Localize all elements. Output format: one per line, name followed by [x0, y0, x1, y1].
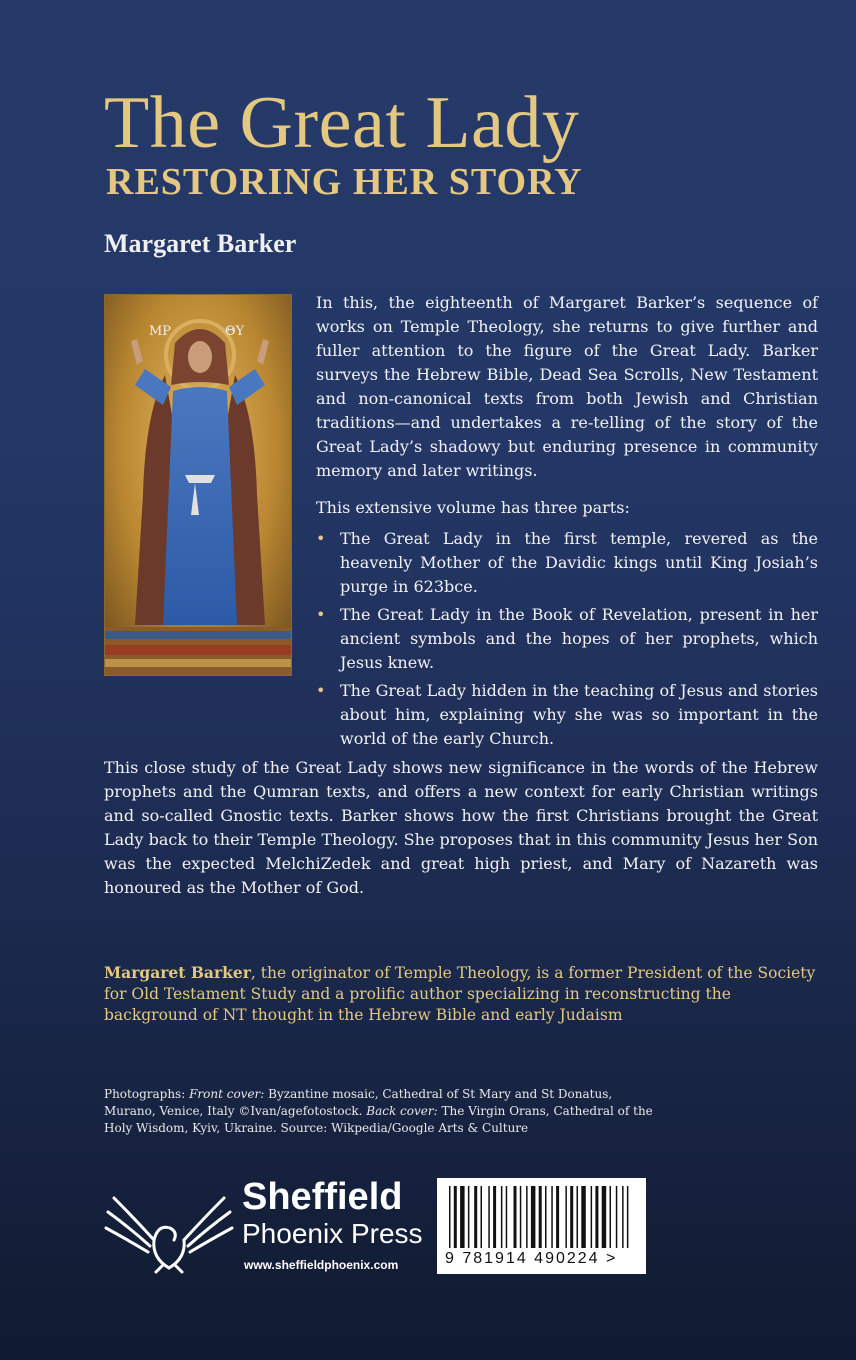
- photo-credits: [104, 1086, 664, 1137]
- blurb-closing: This close study of the Great Lady shows new significance in the words of the Hebrew prophets and the Qumran texts, and offers a new context for early Christian writings and so-called Gnostic texts. Barker shows how the first Christians brought the Great Lady back to their Temple Theology. She proposes that in this community Jesus her Son was the expected MelchiZedek and great high priest, and Mary of Nazareth was honoured as the Mother of God.: [104, 758, 818, 897]
- bullet-marker: •: [316, 681, 326, 700]
- part-text: The Great Lady in the Book of Revelation, present in her ancient symbols and the hopes of her prophets, which Jesus knew.: [340, 605, 818, 672]
- mosaic-monogram-right: ΘΥ: [225, 324, 245, 339]
- bullet-marker: •: [316, 529, 326, 548]
- credits-back-text: The Virgin Orans, Cathedral of the Holy Wisdom, Kyiv, Ukraine. Source: Wikpedia/Google Arts & Culture: [104, 1104, 653, 1135]
- book-title: The Great Lady: [104, 82, 580, 164]
- author-bio: [104, 962, 818, 1026]
- phoenix-logo-icon: [104, 1178, 234, 1274]
- bullet-marker: •: [316, 605, 326, 624]
- publisher-name: Sheffield: [242, 1176, 403, 1218]
- list-item: [316, 603, 818, 675]
- blurb-intro: In this, the eighteenth of Margaret Barker’s sequence of works on Temple Theology, she returns to give further and fuller attention to the figure of the Great Lady. Barker surveys the Hebrew Bible, Dead Sea Scrolls, New Testament and non-canonical texts from both Jewish and Christian traditions—and undertakes a re-telling of the story of the Great Lady’s shadowy but enduring presence in community memory and later writings.: [316, 293, 818, 480]
- credits-front-text: Byzantine mosaic, Cathedral of St Mary and St Donatus, Murano, Venice, Italy ©Ivan/agefotostock.: [104, 1087, 613, 1118]
- list-item: [316, 527, 818, 599]
- list-item: [316, 679, 818, 751]
- book-subtitle: RESTORING HER STORY: [106, 161, 583, 203]
- parts-list: [316, 527, 818, 755]
- part-text: The Great Lady hidden in the teaching of Jesus and stories about him, explaining why she was so important in the world of the early Church.: [340, 681, 818, 748]
- credits-back-label: Back cover:: [366, 1104, 438, 1118]
- barcode-bars-icon: [449, 1186, 635, 1248]
- virgin-orans-mosaic-image: [104, 294, 292, 676]
- bio-text: , the originator of Temple Theology, is a former President of the Society for Old Testament Study and a prolific author specializing in reconstructing the background of NT thought in the Hebrew Bible and early Judaism: [104, 964, 816, 1024]
- credits-prefix: Photographs:: [104, 1087, 190, 1101]
- isbn-digits: 9 781914 490224 >: [445, 1250, 618, 1267]
- credits-front-label: Front cover:: [189, 1087, 265, 1101]
- mosaic-monogram-left: ΜΡ: [149, 324, 172, 339]
- bio-author-name: Margaret Barker: [104, 963, 251, 982]
- parts-intro: This extensive volume has three parts:: [316, 498, 630, 517]
- publisher-url: www.sheffieldphoenix.com: [244, 1258, 399, 1272]
- publisher-name-line2: Phoenix Press: [242, 1218, 423, 1249]
- isbn-barcode: [437, 1178, 646, 1274]
- author-name: Margaret Barker: [104, 229, 297, 258]
- part-text: The Great Lady in the first temple, revered as the heavenly Mother of the Davidic kings until King Josiah’s purge in 623bce.: [340, 529, 818, 596]
